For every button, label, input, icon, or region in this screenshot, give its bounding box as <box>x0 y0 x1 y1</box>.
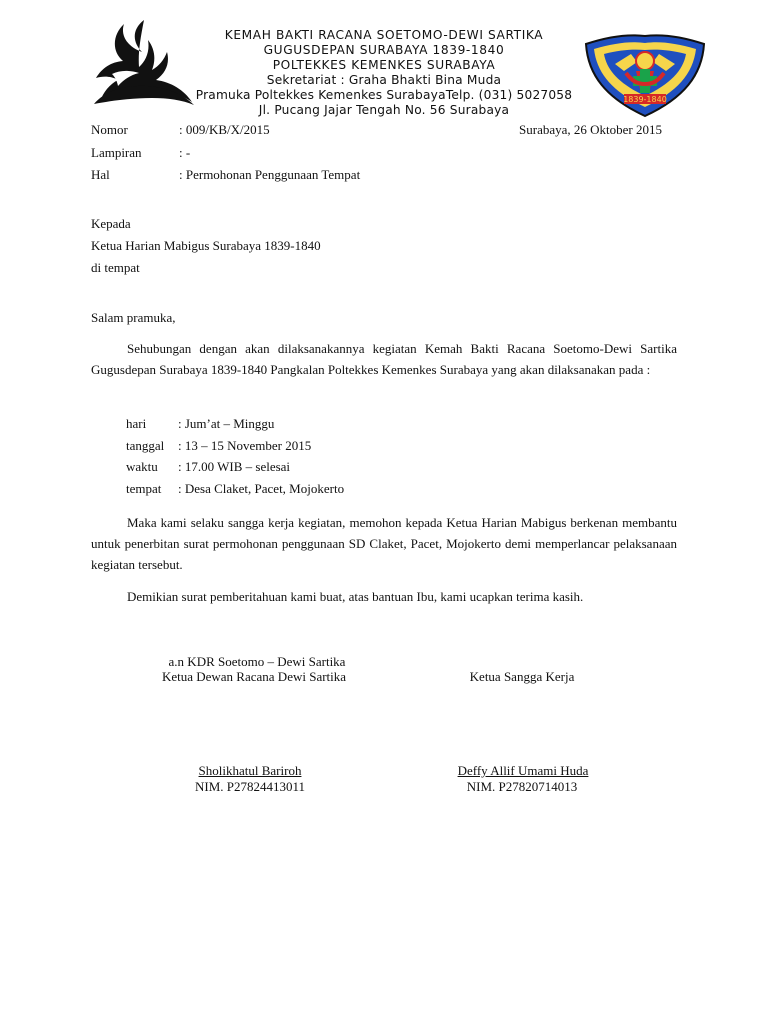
detail-label-day: hari <box>126 416 147 431</box>
meta-value-number: : 009/KB/X/2015 <box>179 122 270 137</box>
left-signature-title-line-1: a.n KDR Soetomo – Dewi Sartika <box>168 654 346 669</box>
emblem-year-text: 1839-1840 <box>623 95 667 104</box>
detail-value-day: : Jum’at – Minggu <box>178 416 275 431</box>
left-signer-nim: NIM. P27824413011 <box>194 779 306 794</box>
address-line: Jl. Pucang Jajar Tengah No. 56 Surabaya <box>258 103 510 117</box>
meta-label-attachment: Lampiran <box>91 145 142 160</box>
meta-value-attachment: : - <box>179 145 191 160</box>
phone-line: Pramuka Poltekkes Kemenkes SurabayaTelp. (031) 5027058 <box>195 88 573 102</box>
opening-paragraph: Sehubungan dengan akan dilaksanakannya kegiatan Kemah Bakti Racana Soetomo-Dewi Sartika Gugusdepan Surabaya 1839-1840 Pangkalan Poltekkes Kemenkes Surabaya yang akan dilaksanakan pada : <box>91 341 677 377</box>
detail-value-place: : Desa Claket, Pacet, Mojokerto <box>178 481 345 496</box>
detail-label-date: tanggal <box>126 438 165 453</box>
letterhead <box>0 0 768 124</box>
gugusdepan-title: GUGUSDEPAN SURABAYA 1839-1840 <box>263 43 505 57</box>
letter-date: Surabaya, 26 Oktober 2015 <box>519 122 662 137</box>
recipient-line-3: di tempat <box>91 260 140 275</box>
right-signer-name: Deffy Allif Umami Huda <box>457 763 589 778</box>
recipient-line-2: Ketua Harian Mabigus Surabaya 1839-1840 <box>91 238 321 253</box>
recipient-line-1: Kepada <box>91 216 131 231</box>
greeting: Salam pramuka, <box>91 310 176 325</box>
gugusdepan-emblem-icon <box>582 26 708 120</box>
detail-label-place: tempat <box>126 481 162 496</box>
meta-value-subject: : Permohonan Penggunaan Tempat <box>179 167 361 182</box>
detail-value-date: : 13 – 15 November 2015 <box>178 438 312 453</box>
request-paragraph: Maka kami selaku sangga kerja kegiatan, memohon kepada Ketua Harian Mabigus berkenan membantu untuk penerbitan surat permohonan penggunaan SD Claket, Pacet, Mojokerto demi memperlancar pelaksanaan kegiatan tersebut. <box>91 515 677 572</box>
closing-paragraph: Demikian surat pemberitahuan kami buat, atas bantuan Ibu, kami ucapkan terima kasih. <box>127 589 584 604</box>
right-signer-nim: NIM. P27820714013 <box>466 779 578 794</box>
meta-label-number: Nomor <box>91 122 128 137</box>
left-signer-name: Sholikhatul Bariroh <box>198 763 302 778</box>
secretariat-line: Sekretariat : Graha Bhakti Bina Muda <box>266 73 502 87</box>
left-signature-title-line-2: Ketua Dewan Racana Dewi Sartika <box>161 669 347 684</box>
institution-title: POLTEKKES KEMENKES SURABAYA <box>272 58 496 72</box>
meta-label-subject: Hal <box>91 167 110 182</box>
detail-value-time: : 17.00 WIB – selesai <box>178 459 291 474</box>
right-signature-title: Ketua Sangga Kerja <box>469 669 575 684</box>
organization-title: KEMAH BAKTI RACANA SOETOMO-DEWI SARTIKA <box>224 28 544 42</box>
detail-label-time: waktu <box>126 459 158 474</box>
letterhead-text <box>150 28 618 118</box>
